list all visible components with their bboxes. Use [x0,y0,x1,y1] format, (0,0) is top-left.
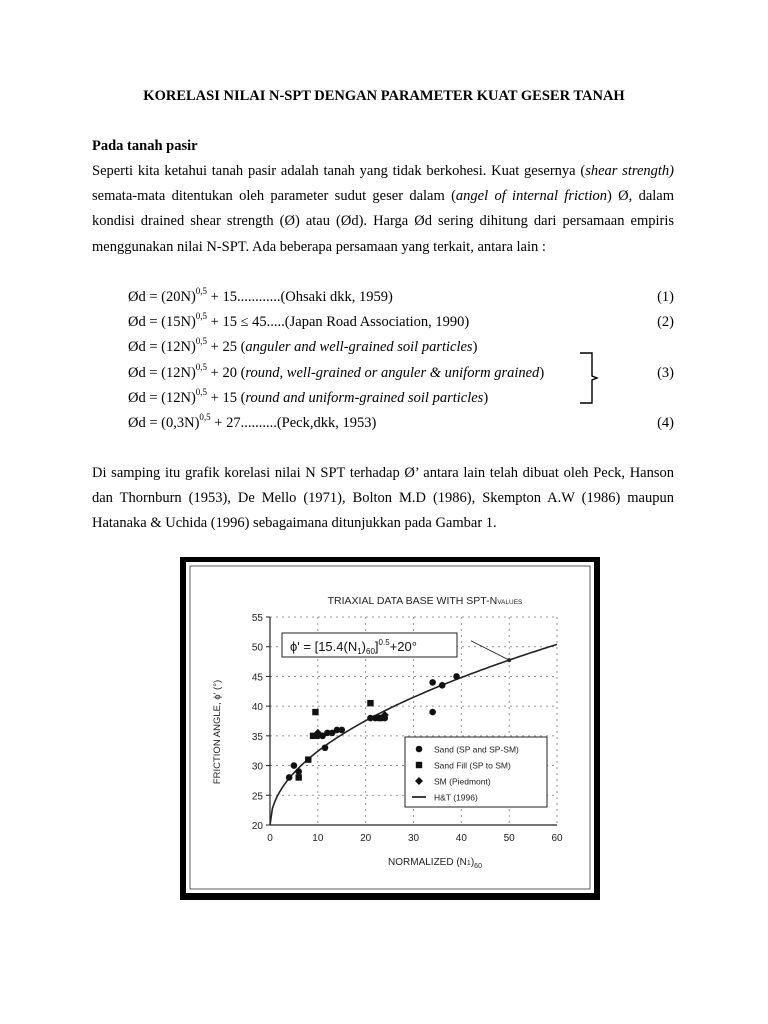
brace-bracket [578,352,600,404]
equation-3b: Ød = $(12N)^{0,5} + 20$ (round, well-grained or anguler & uniform grained) (3) [128,362,674,381]
legend-marker [416,746,423,753]
legend-label: H&T (1996) [434,792,478,803]
figure-intro-paragraph: Di samping itu grafik korelasi nilai N SPT terhadap Ø’ antara lain telah dibuat oleh Peck, Hanson dan Thornburn (1953), De Mello (1971), Bolton M.D (1986), Skempton A.W (1986) maupun Hatanaka & Uchida (1996) sebagaimana ditunjukkan pada Gambar 1. [92,465,674,532]
x-tick-label: 30 [407,833,420,844]
equation-3a: Ød = $(12N)^{0,5} + 25$ (anguler and well-grained soil particles) [128,336,478,355]
equation-3c: Ød = $(12N)^{0,5} + 15$ (round and uniform-grained soil particles) [128,387,489,406]
x-tick-label: 0 [267,833,273,844]
equation-number: (2) [657,314,674,330]
y-tick-label: 30 [251,761,263,773]
data-point-sand-fill [312,709,318,715]
y-tick-label: 20 [251,821,263,832]
x-tick-label: 40 [455,833,467,844]
figure-1-chart [180,557,600,900]
data-point-sand [338,727,345,734]
x-tick-label: 50 [503,833,515,844]
legend-label: SM (Piedmont) [434,776,491,787]
data-point-sand [439,682,446,689]
data-point-sand [429,709,436,716]
equation-number: (4) [657,415,674,431]
data-point-sand-fill [367,700,373,706]
intro-paragraph: Seperti kita ketahui tanah pasir adalah tanah yang tidak berkohesi. Kuat gesernya (shear strength) semata-mata ditentukan oleh parameter sudut geser dalam (angel of internal friction) Ø, dalam kondisi drained shear strength (Ø) atau (Ød). Harga Ød sering dihitung dari persamaan empiris menggunakan nilai N-SPT. Ada beberapa persamaan yang terkait, antara lain : [92,163,674,255]
data-point-sand [286,774,293,781]
x-axis-label: NORMALIZED $(N1)_{60}$ [388,857,482,870]
equation-pointer-dot [507,658,511,662]
y-tick-label: 25 [251,791,263,803]
y-axis-label: FRICTION ANGLE, ϕ' (°) [212,679,223,785]
x-tick-label: 10 [312,833,324,844]
data-point-sand [295,768,302,775]
data-point-sand [322,744,329,751]
equation-1: Ød = $(20N)^{0,5}$ + 15............(Ohsaki dkk, 1959) (1) [128,286,674,305]
x-tick-label: 20 [360,833,372,844]
equation-4: Ød = $(0,3N)^{0,5}$ + 27..........(Peck,dkk, 1953) (4) [128,412,674,431]
equation-number: (1) [657,289,674,305]
y-tick-label: 35 [251,731,263,743]
equation-number: (3) [657,365,674,381]
data-point-sand [453,673,460,680]
legend-label: Sand (SP and SP-SM) [434,744,519,755]
data-point-sand [291,762,298,769]
y-tick-label: 40 [251,702,263,714]
data-point-sand [429,679,436,686]
page-title: KORELASI NILAI N-SPT DENGAN PARAMETER KUAT GESER TANAH [143,88,625,104]
x-tick-label: 60 [551,833,563,844]
y-tick-label: 45 [251,672,263,684]
y-tick-label: 50 [251,642,263,654]
chart-equation: $\phi' = [15.4(N_1)_{60}]^{0.5}+20^\circ$ [290,638,417,656]
data-point-sand-fill [305,756,311,762]
data-point-sand-fill [296,774,302,780]
section-heading: Pada tanah pasir [92,138,198,154]
equation-2: Ød = $(15N)^{0,5} + 15$ ≤ 45.....(Japan Road Association, 1990) (2) [128,311,674,330]
y-tick-label: 55 [251,613,263,624]
legend-marker [416,762,422,768]
legend-label: Sand Fill (SP to SM) [434,760,511,771]
chart-title: TRIAXIAL DATA BASE WITH SPT-NVALUES [327,595,523,607]
